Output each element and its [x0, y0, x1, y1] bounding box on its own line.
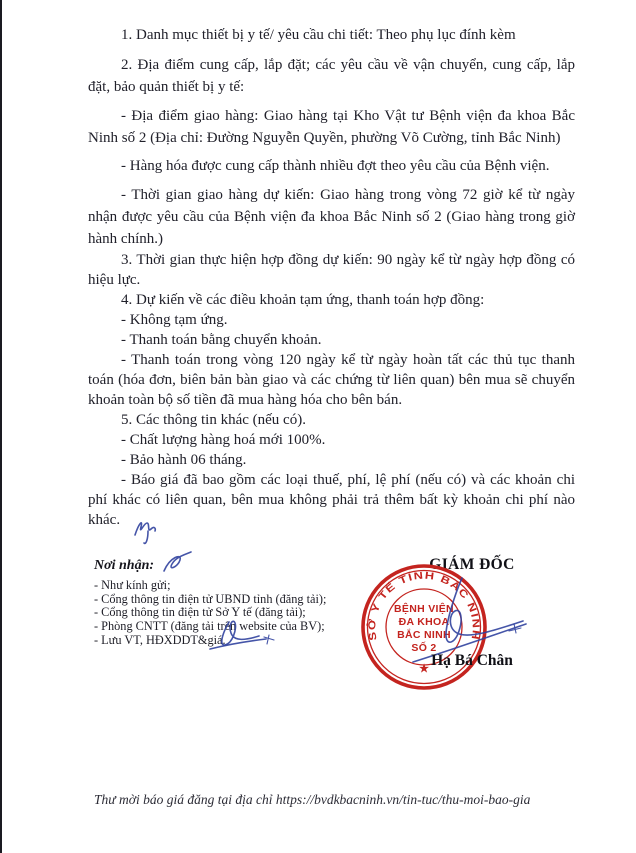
body-paragraph: - Không tạm ứng. [121, 312, 228, 328]
body-paragraph: 3. Thời gian thực hiện hợp đồng dự kiến: 90 ngày kể từ ngày hợp đồng có hiệu lực. [88, 252, 575, 288]
recipient-item: - Cổng thông tin điện tử UBND tỉnh (đăng tải); [94, 591, 327, 606]
body-paragraph: 5. Các thông tin khác (nếu có). [121, 412, 306, 428]
recipients-title: Nơi nhận: [94, 558, 155, 573]
recipient-item: - Cổng thông tin điện tử Sở Y tế (đăng tải); [94, 605, 306, 620]
handwritten-initial-icon [204, 616, 284, 654]
stamp-center-line: BẮC NINH [397, 629, 451, 641]
recipient-item: - Phòng CNTT (đăng tải trên website của BV); [94, 619, 325, 634]
body-paragraph: - Thanh toán bằng chuyển khoản. [121, 332, 322, 348]
stamp-center-line: SỐ 2 [411, 642, 437, 654]
document-body [88, 24, 575, 530]
body-paragraph: - Thời gian giao hàng dự kiến: Giao hàng trong vòng 72 giờ kể từ ngày nhận được yêu cầu của Bệnh viện đa khoa Bắc Ninh số 2 (Giao hàng trong giờ hành chính.) [88, 187, 575, 247]
footer-note: Thư mời báo giá đăng tại địa chỉ https://bvdkbacninh.vn/tin-tuc/thu-moi-bao-gia [94, 792, 531, 807]
body-paragraph: - Chất lượng hàng hoá mới 100%. [121, 432, 326, 448]
body-paragraph: - Bảo hành 06 tháng. [121, 452, 247, 468]
body-paragraph: - Báo giá đã bao gồm các loại thuế, phí, lệ phí (nếu có) và các khoản chi phí khác có liên quan, bên mua không phải trả thêm bất kỳ khoản chi phí nào khác. [88, 472, 575, 528]
handwritten-initial-icon [128, 513, 170, 549]
recipient-item: - Lưu VT, HĐXDDT&giá. [94, 632, 226, 647]
handwritten-initial-icon [158, 549, 194, 579]
body-paragraph: 2. Địa điểm cung cấp, lắp đặt; các yêu cầu về vận chuyển, cung cấp, lắp đặt, bảo quản thiết bị y tế: [88, 57, 575, 95]
body-paragraph: - Địa điểm giao hàng: Giao hàng tại Kho Vật tư Bệnh viện đa khoa Bắc Ninh số 2 (Địa chỉ: Đường Nguyễn Quyền, phường Võ Cường, tỉnh Bắc Ninh) [88, 108, 575, 146]
scan-edge-line [0, 0, 2, 853]
stamp-center-line: BỆNH VIỆN [394, 603, 454, 615]
body-paragraph: - Hàng hóa được cung cấp thành nhiều đợt theo yêu cầu của Bệnh viện. [121, 158, 550, 174]
recipient-item: - Như kính gửi; [94, 578, 171, 592]
stamp-ring-text: SỞ Y TẾ TỈNH BẮC NINH [367, 570, 481, 642]
body-paragraph: 1. Danh mục thiết bị y tế/ yêu cầu chi tiết: Theo phụ lục đính kèm [121, 27, 516, 43]
stamp-center-line: ĐA KHOA [398, 616, 450, 628]
body-paragraph: 4. Dự kiến về các điều khoản tạm ứng, thanh toán hợp đồng: [121, 292, 485, 308]
signer-name: Hạ Bá Chân [431, 652, 513, 669]
director-title: GIÁM ĐỐC [429, 556, 515, 573]
stamp-star-icon: ★ [419, 663, 429, 675]
body-paragraph: - Thanh toán trong vòng 120 ngày kể từ ngày hoàn tất các thủ tục thanh toán (hóa đơn, biên bản bàn giao và các chứng từ liên quan) bên mua sẽ chuyển khoản toàn bộ số tiền đã mua hàng hóa cho bên bán. [88, 352, 575, 408]
